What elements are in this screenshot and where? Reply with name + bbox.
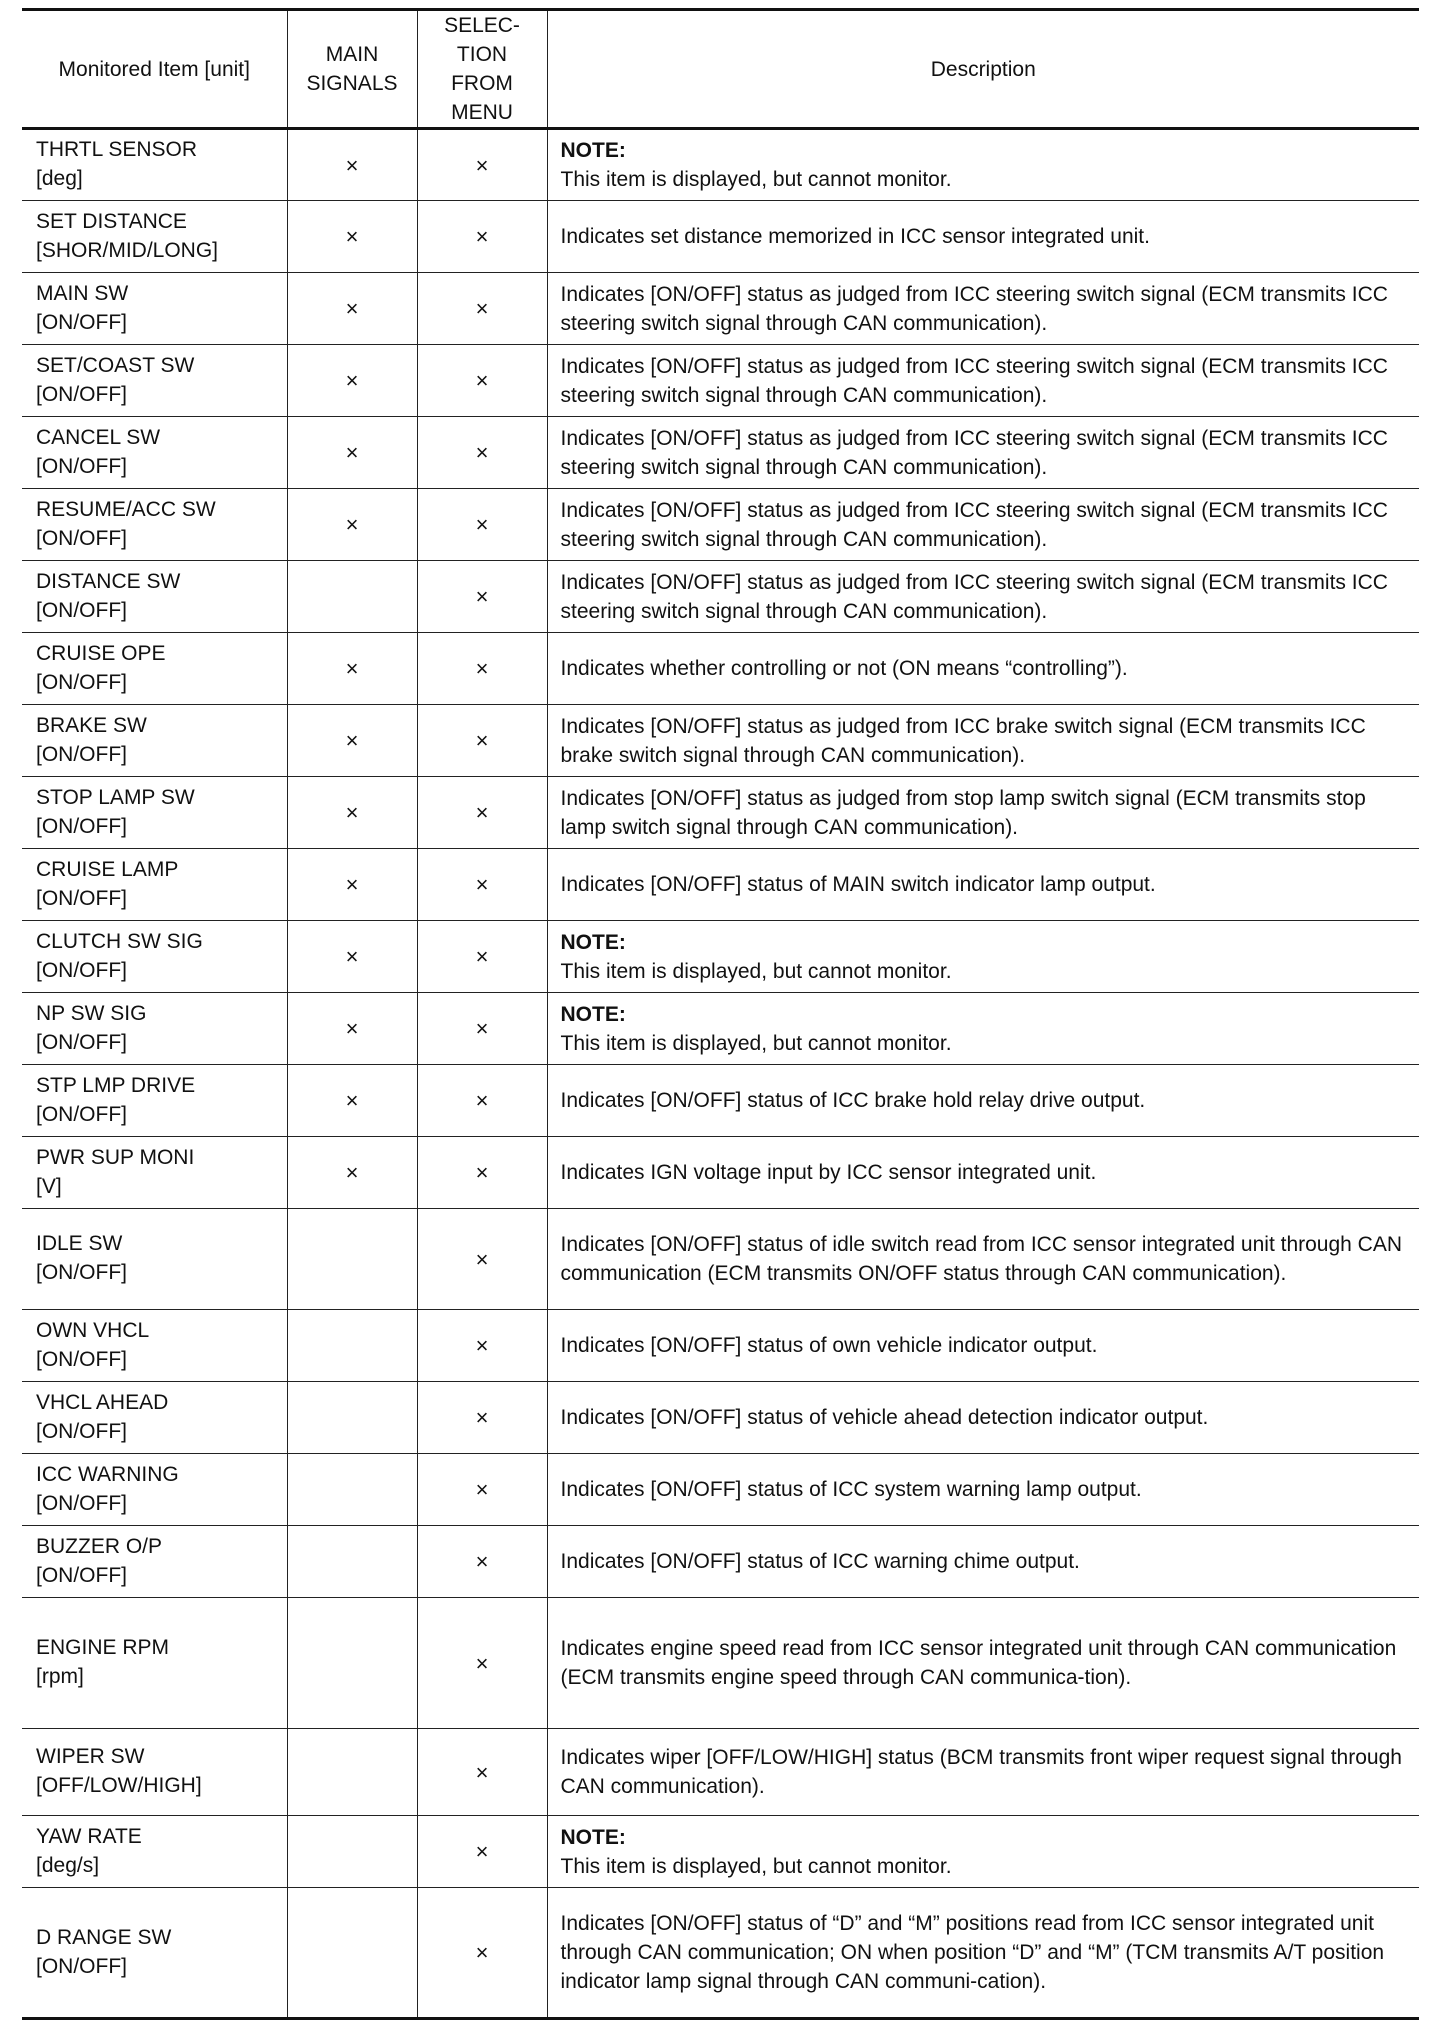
description-text: Indicates engine speed read from ICC sensor integrated unit through CAN communication (ECM transmits engine speed through CAN communica-tion). (560, 1637, 1397, 1689)
selection-from-menu-cell: × (417, 1598, 547, 1729)
table-row (22, 345, 1419, 417)
header-selection-from-menu: SELEC- TION FROM MENU (417, 10, 547, 129)
item-name: NP SW SIG (36, 1001, 147, 1025)
monitored-item-cell (22, 921, 287, 993)
main-signals-cell: × (287, 201, 417, 273)
item-unit: [ON/OFF] (36, 742, 127, 766)
selection-from-menu-cell: × (417, 777, 547, 849)
monitored-item-cell (22, 849, 287, 921)
description-cell (547, 201, 1419, 273)
description-cell (547, 1526, 1419, 1598)
main-signals-cell (287, 1598, 417, 1729)
note-label: NOTE: (560, 930, 626, 954)
header-description: Description (547, 10, 1419, 129)
table-row (22, 1137, 1419, 1209)
main-signals-cell: × (287, 849, 417, 921)
main-signals-cell: × (287, 633, 417, 705)
selection-from-menu-cell: × (417, 1137, 547, 1209)
item-name: BRAKE SW (36, 713, 147, 737)
description-text: Indicates [ON/OFF] status as judged from ICC brake switch signal (ECM transmits ICC brake switch signal through CAN communication). (560, 714, 1366, 767)
table-row (22, 1816, 1419, 1888)
table-row (22, 921, 1419, 993)
description-cell (547, 1454, 1419, 1526)
item-unit: [SHOR/MID/LONG] (36, 238, 219, 262)
description-cell (547, 1065, 1419, 1137)
item-unit: [V] (36, 1174, 62, 1198)
item-name: ICC WARNING (36, 1462, 179, 1486)
description-text: Indicates [ON/OFF] status of ICC warning chime output. (560, 1550, 1080, 1573)
description-cell (547, 705, 1419, 777)
description-cell (547, 777, 1419, 849)
main-signals-cell: × (287, 1065, 417, 1137)
selection-from-menu-cell: × (417, 633, 547, 705)
description-text: Indicates set distance memorized in ICC sensor integrated unit. (560, 225, 1150, 248)
description-cell (547, 1816, 1419, 1888)
description-cell (547, 1137, 1419, 1209)
description-text: This item is displayed, but cannot monitor. (560, 168, 952, 191)
item-unit: [ON/OFF] (36, 670, 127, 694)
selection-from-menu-cell: × (417, 129, 547, 201)
item-name: OWN VHCL (36, 1318, 150, 1342)
item-unit: [ON/OFF] (36, 382, 127, 406)
item-name: VHCL AHEAD (36, 1390, 169, 1414)
description-text: Indicates [ON/OFF] status as judged from ICC steering switch signal (ECM transmits ICC steering switch signal through CAN communication). (560, 426, 1388, 479)
table-row (22, 1209, 1419, 1310)
selection-from-menu-cell: × (417, 1454, 547, 1526)
monitored-item-cell (22, 561, 287, 633)
note-label: NOTE: (560, 139, 626, 162)
description-text: Indicates [ON/OFF] status as judged from ICC steering switch signal (ECM transmits ICC steering switch signal through CAN communication). (560, 498, 1388, 551)
table-row (22, 273, 1419, 345)
description-cell (547, 993, 1419, 1065)
description-cell (547, 1888, 1419, 2019)
description-cell (547, 561, 1419, 633)
monitored-item-cell (22, 1209, 287, 1310)
main-signals-cell: × (287, 417, 417, 489)
item-name: CRUISE LAMP (36, 857, 179, 881)
item-name: CLUTCH SW SIG (36, 929, 203, 953)
monitored-item-cell (22, 489, 287, 561)
monitored-item-cell (22, 273, 287, 345)
item-name: ENGINE RPM (36, 1636, 170, 1659)
monitored-item-cell (22, 345, 287, 417)
monitored-item-cell (22, 201, 287, 273)
table-row (22, 561, 1419, 633)
monitored-item-cell (22, 1729, 287, 1816)
item-name: CANCEL SW (36, 425, 161, 449)
table-row (22, 993, 1419, 1065)
selection-from-menu-cell: × (417, 993, 547, 1065)
table-row (22, 633, 1419, 705)
item-name: IDLE SW (36, 1232, 123, 1255)
table-row (22, 201, 1419, 273)
description-text: Indicates [ON/OFF] status of idle switch read from ICC sensor integrated unit through CAN communication (ECM transmits ON/OFF status through CAN communication). (560, 1233, 1403, 1285)
main-signals-cell (287, 1310, 417, 1382)
table-row (22, 1598, 1419, 1729)
item-name: STP LMP DRIVE (36, 1073, 196, 1097)
selection-from-menu-cell: × (417, 1310, 547, 1382)
main-signals-cell (287, 1888, 417, 2019)
item-unit: [ON/OFF] (36, 1954, 127, 1978)
monitored-item-cell (22, 993, 287, 1065)
selection-from-menu-cell: × (417, 1382, 547, 1454)
item-name: D RANGE SW (36, 1925, 172, 1949)
header-monitored-item: Monitored Item [unit] (22, 10, 287, 129)
description-cell (547, 633, 1419, 705)
item-unit: [ON/OFF] (36, 1491, 127, 1515)
description-cell (547, 345, 1419, 417)
table-row (22, 417, 1419, 489)
main-signals-cell: × (287, 921, 417, 993)
item-unit: [ON/OFF] (36, 1261, 127, 1284)
description-text: Indicates [ON/OFF] status of MAIN switch indicator lamp output. (560, 873, 1156, 896)
item-unit: [deg] (36, 167, 83, 190)
main-signals-cell (287, 1816, 417, 1888)
monitored-item-cell (22, 1310, 287, 1382)
main-signals-cell (287, 1382, 417, 1454)
description-text: Indicates whether controlling or not (ON means “controlling”). (560, 657, 1128, 680)
description-cell (547, 1310, 1419, 1382)
description-cell (547, 849, 1419, 921)
description-cell (547, 489, 1419, 561)
item-unit: [ON/OFF] (36, 814, 127, 838)
main-signals-cell (287, 1454, 417, 1526)
selection-from-menu-cell: × (417, 273, 547, 345)
table-row (22, 1729, 1419, 1816)
selection-from-menu-cell: × (417, 201, 547, 273)
monitored-item-cell (22, 1888, 287, 2019)
monitored-item-cell (22, 1526, 287, 1598)
item-name: SET DISTANCE (36, 209, 187, 233)
selection-from-menu-cell: × (417, 1065, 547, 1137)
monitored-item-cell (22, 633, 287, 705)
description-text: Indicates [ON/OFF] status of vehicle ahead detection indicator output. (560, 1406, 1209, 1429)
item-name: DISTANCE SW (36, 569, 181, 593)
description-cell (547, 1729, 1419, 1816)
table-row (22, 849, 1419, 921)
item-unit: [OFF/LOW/HIGH] (36, 1774, 202, 1797)
description-cell (547, 1598, 1419, 1729)
header-main-signals: MAIN SIGNALS (287, 10, 417, 129)
document-page (22, 8, 1419, 2020)
item-unit: [ON/OFF] (36, 1102, 127, 1126)
selection-from-menu-cell: × (417, 1526, 547, 1598)
description-text: Indicates [ON/OFF] status as judged from ICC steering switch signal (ECM transmits ICC steering switch signal through CAN communication). (560, 570, 1388, 623)
description-cell (547, 273, 1419, 345)
monitored-item-cell (22, 1065, 287, 1137)
monitored-item-cell (22, 417, 287, 489)
main-signals-cell (287, 1209, 417, 1310)
item-unit: [ON/OFF] (36, 1419, 127, 1443)
item-name: PWR SUP MONI (36, 1145, 195, 1169)
monitored-item-cell (22, 777, 287, 849)
item-unit: [ON/OFF] (36, 958, 127, 982)
selection-from-menu-cell: × (417, 1729, 547, 1816)
description-cell (547, 1209, 1419, 1310)
main-signals-cell: × (287, 777, 417, 849)
item-unit: [deg/s] (36, 1853, 100, 1877)
selection-from-menu-cell: × (417, 561, 547, 633)
item-name: STOP LAMP SW (36, 785, 195, 809)
monitored-item-cell (22, 1454, 287, 1526)
table-row (22, 129, 1419, 201)
description-text: Indicates [ON/OFF] status of “D” and “M” positions read from ICC sensor integrated unit through CAN communication; ON when position “D” and “M” (TCM transmits A/T position indicator lamp signal through CAN communi-cation). (560, 1912, 1385, 1993)
item-name: MAIN SW (36, 281, 129, 305)
selection-from-menu-cell: × (417, 705, 547, 777)
table-row (22, 1888, 1419, 2019)
main-signals-cell: × (287, 1137, 417, 1209)
item-name: SET/COAST SW (36, 353, 195, 377)
main-signals-cell: × (287, 273, 417, 345)
description-cell (547, 417, 1419, 489)
item-name: YAW RATE (36, 1824, 142, 1848)
item-name: BUZZER O/P (36, 1534, 163, 1558)
selection-from-menu-cell: × (417, 345, 547, 417)
monitored-item-cell (22, 1598, 287, 1729)
item-unit: [ON/OFF] (36, 526, 127, 550)
description-cell (547, 1382, 1419, 1454)
description-text: Indicates wiper [OFF/LOW/HIGH] status (BCM transmits front wiper request signal through CAN communication). (560, 1746, 1402, 1798)
monitored-item-cell (22, 1137, 287, 1209)
item-unit: [ON/OFF] (36, 598, 127, 622)
main-signals-cell: × (287, 129, 417, 201)
selection-from-menu-cell: × (417, 1816, 547, 1888)
note-label: NOTE: (560, 1002, 626, 1026)
table-row (22, 1526, 1419, 1598)
main-signals-cell (287, 1526, 417, 1598)
item-unit: [rpm] (36, 1665, 84, 1688)
item-name: WIPER SW (36, 1745, 145, 1768)
monitored-item-cell (22, 1382, 287, 1454)
table-row (22, 777, 1419, 849)
description-cell (547, 129, 1419, 201)
description-text: This item is displayed, but cannot monitor. (560, 959, 952, 983)
monitored-item-cell (22, 129, 287, 201)
main-signals-cell (287, 561, 417, 633)
item-unit: [ON/OFF] (36, 1563, 127, 1587)
monitored-items-table (22, 8, 1419, 2020)
selection-from-menu-cell: × (417, 921, 547, 993)
description-cell (547, 921, 1419, 993)
main-signals-cell: × (287, 489, 417, 561)
description-text: This item is displayed, but cannot monitor. (560, 1854, 952, 1878)
main-signals-cell: × (287, 345, 417, 417)
selection-from-menu-cell: × (417, 489, 547, 561)
item-unit: [ON/OFF] (36, 310, 127, 334)
monitored-item-cell (22, 705, 287, 777)
description-text: Indicates IGN voltage input by ICC sensor integrated unit. (560, 1161, 1097, 1184)
item-name: CRUISE OPE (36, 641, 166, 665)
item-unit: [ON/OFF] (36, 1347, 127, 1371)
monitored-item-cell (22, 1816, 287, 1888)
item-name: THRTL SENSOR (36, 138, 198, 161)
note-label: NOTE: (560, 1825, 626, 1849)
description-text: Indicates [ON/OFF] status of own vehicle indicator output. (560, 1334, 1098, 1357)
item-unit: [ON/OFF] (36, 454, 127, 478)
description-text: Indicates [ON/OFF] status of ICC brake hold relay drive output. (560, 1089, 1146, 1112)
description-text: Indicates [ON/OFF] status of ICC system warning lamp output. (560, 1478, 1142, 1501)
main-signals-cell: × (287, 705, 417, 777)
selection-from-menu-cell: × (417, 849, 547, 921)
description-text: Indicates [ON/OFF] status as judged from stop lamp switch signal (ECM transmits stop lamp switch signal through CAN communication). (560, 786, 1366, 839)
item-name: RESUME/ACC SW (36, 497, 216, 521)
table-row (22, 1382, 1419, 1454)
table-row (22, 705, 1419, 777)
selection-from-menu-cell: × (417, 417, 547, 489)
description-text: Indicates [ON/OFF] status as judged from ICC steering switch signal (ECM transmits ICC steering switch signal through CAN communication). (560, 282, 1388, 335)
item-unit: [ON/OFF] (36, 1030, 127, 1054)
description-text: Indicates [ON/OFF] status as judged from ICC steering switch signal (ECM transmits ICC steering switch signal through CAN communication). (560, 354, 1388, 407)
item-unit: [ON/OFF] (36, 886, 127, 910)
table-row (22, 1310, 1419, 1382)
selection-from-menu-cell: × (417, 1888, 547, 2019)
table-header-row (22, 10, 1419, 129)
table-row (22, 489, 1419, 561)
main-signals-cell (287, 1729, 417, 1816)
table-row (22, 1454, 1419, 1526)
table-row (22, 1065, 1419, 1137)
main-signals-cell: × (287, 993, 417, 1065)
selection-from-menu-cell: × (417, 1209, 547, 1310)
description-text: This item is displayed, but cannot monitor. (560, 1031, 952, 1055)
